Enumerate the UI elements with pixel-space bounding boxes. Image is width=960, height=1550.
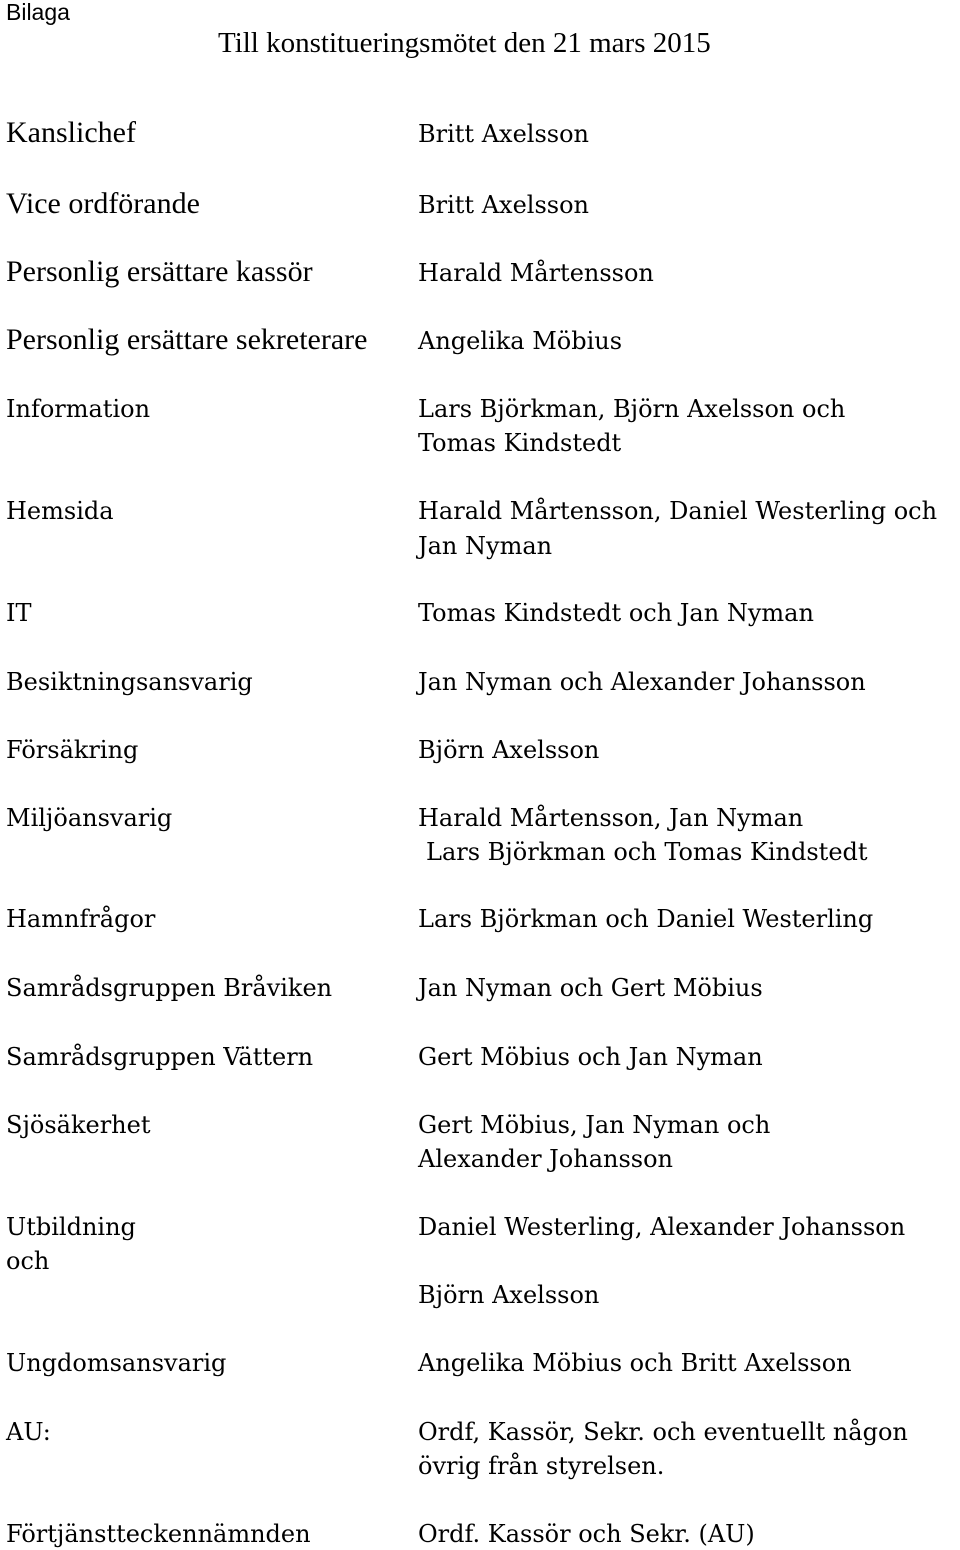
role-label: Personlig ersättare sekreterare	[6, 323, 368, 356]
assignee-names: Tomas Kindstedt och Jan Nyman	[418, 599, 814, 627]
assignee-names: övrig från styrelsen.	[418, 1452, 665, 1480]
role-label: Personlig ersättare kassör	[6, 255, 313, 288]
role-label: Samrådsgruppen Vättern	[6, 1043, 314, 1071]
assignee-names: Ordf. Kassör och Sekr. (AU)	[418, 1520, 755, 1548]
assignee-names: Lars Björkman och Daniel Westerling	[418, 905, 874, 933]
role-label: Sjösäkerhet	[6, 1111, 151, 1139]
assignee-names: Harald Mårtensson, Daniel Westerling och	[418, 497, 938, 525]
assignee-names: Björn Axelsson	[418, 736, 600, 764]
assignee-names: Ordf, Kassör, Sekr. och eventuellt någon	[418, 1418, 908, 1446]
assignee-names: Angelika Möbius och Britt Axelsson	[418, 1349, 852, 1377]
role-label: Försäkring	[6, 736, 139, 764]
assignee-names: Tomas Kindstedt	[418, 429, 622, 457]
role-label: Miljöansvarig	[6, 804, 173, 832]
assignee-names: Britt Axelsson	[418, 191, 589, 219]
role-label: Besiktningsansvarig	[6, 668, 253, 696]
role-label: och	[6, 1247, 50, 1275]
assignee-names: Lars Björkman och Tomas Kindstedt	[426, 838, 868, 866]
assignee-names: Björn Axelsson	[418, 1281, 600, 1309]
assignee-names: Jan Nyman	[418, 532, 553, 560]
assignee-names: Britt Axelsson	[418, 120, 589, 148]
role-label: Ungdomsansvarig	[6, 1349, 227, 1377]
assignee-names: Daniel Westerling, Alexander Johansson	[418, 1213, 906, 1241]
role-label: Utbildning	[6, 1213, 136, 1241]
assignee-names: Gert Möbius, Jan Nyman och	[418, 1111, 771, 1139]
role-label: Hamnfrågor	[6, 905, 156, 933]
assignee-names: Gert Möbius och Jan Nyman	[418, 1043, 763, 1071]
assignee-names: Harald Mårtensson	[418, 259, 654, 287]
assignee-names: Jan Nyman och Alexander Johansson	[418, 668, 866, 696]
role-label: IT	[6, 599, 32, 627]
role-label: Samrådsgruppen Bråviken	[6, 974, 333, 1002]
assignee-names: Angelika Möbius	[418, 327, 623, 355]
role-label: AU:	[6, 1418, 51, 1446]
role-label: Information	[6, 395, 151, 423]
role-label: Vice ordförande	[6, 187, 200, 220]
assignee-names: Alexander Johansson	[418, 1145, 674, 1173]
role-label: Förtjänstteckennämnden	[6, 1520, 311, 1548]
document-title: Till konstitueringsmötet den 21 mars 2015	[218, 27, 711, 59]
attachment-label: Bilaga	[6, 0, 70, 25]
role-label: Hemsida	[6, 497, 114, 525]
assignee-names: Jan Nyman och Gert Möbius	[418, 974, 763, 1002]
assignee-names: Harald Mårtensson, Jan Nyman	[418, 804, 804, 832]
assignee-names: Lars Björkman, Björn Axelsson och	[418, 395, 846, 423]
role-label: Kanslichef	[6, 116, 136, 149]
